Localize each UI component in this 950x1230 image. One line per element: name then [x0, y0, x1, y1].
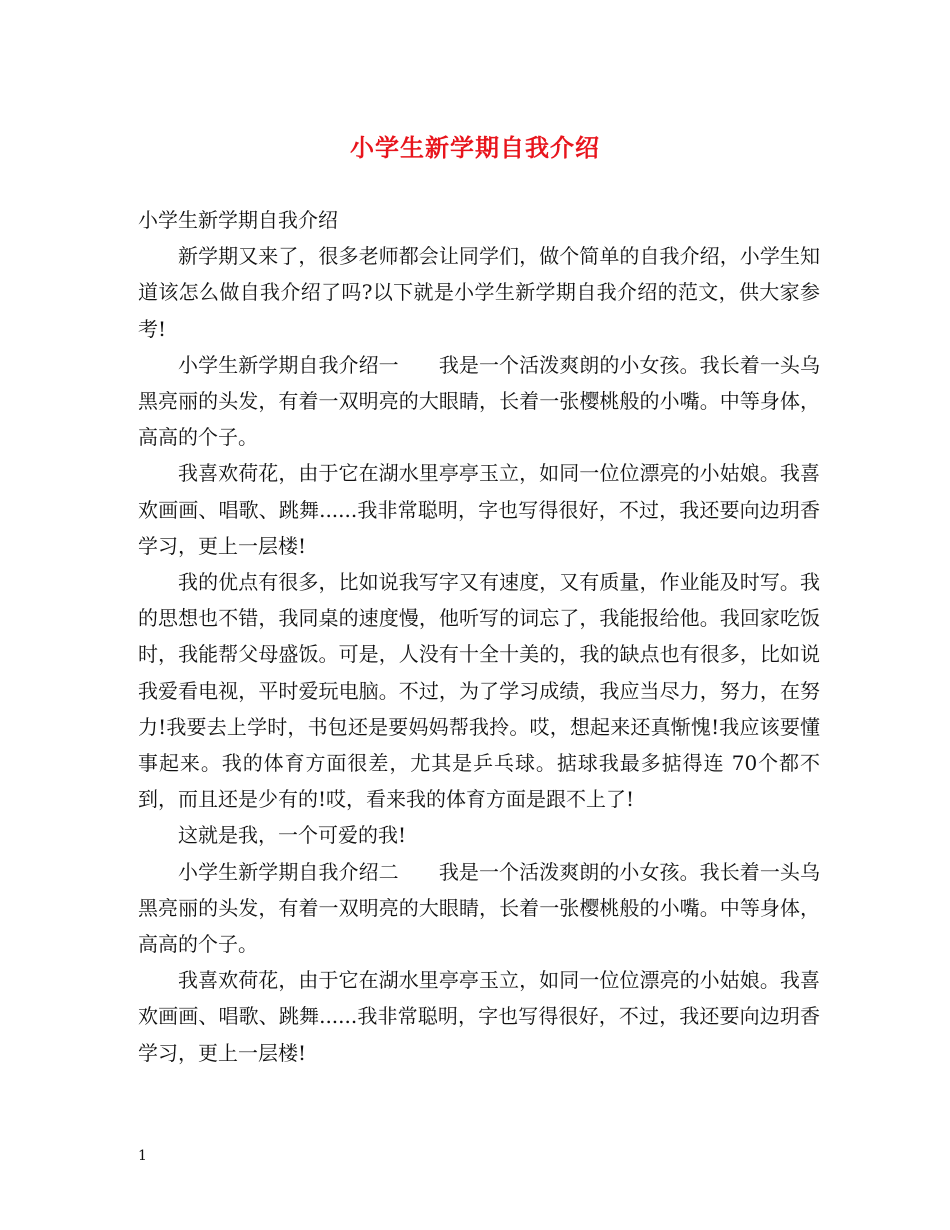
intro-paragraph: 新学期又来了，很多老师都会让同学们，做个简单的自我介绍，小学生知道该怎么做自我介绍了吗?以下就是小学生新学期自我介绍的范文，供大家参考! [138, 244, 820, 341]
page-number: 1 [138, 1148, 147, 1164]
strengths-weaknesses-paragraph: 我的优点有很多，比如说我写字又有速度，又有质量，作业能及时写。我的思想也不错，我同桌的速度慢，他听写的词忘了，我能报给他。我回家吃饭时，我能帮父母盛饭。可是，人没有十全十美的，我的缺点也有很多，比如说我爱看电视，平时爱玩电脑。不过，为了学习成绩，我应当尽力，努力，在努力!我要去上学时，书包还是要妈妈帮我拎。哎，想起来还真惭愧!我应该要懂事起来。我的体育方面很差，尤其是乒乓球。掂球我最多掂得连 70个都不到，而且还是少有的!哎，看来我的体育方面是跟不上了! [138, 570, 820, 812]
closing-paragraph: 这就是我，一个可爱的我! [178, 823, 407, 848]
document-body [138, 202, 820, 1071]
hobbies-paragraph-repeat: 我喜欢荷花，由于它在湖水里亭亭玉立，如同一位位漂亮的小姑娘。我喜欢画画、唱歌、跳舞......我非常聪明，字也写得很好，不过，我还要向边玥香学习，更上一层楼! [138, 968, 820, 1065]
document-title: 小学生新学期自我介绍 [350, 133, 600, 162]
example-one-paragraph: 小学生新学期自我介绍一 我是一个活泼爽朗的小女孩。我长着一头乌黑亮丽的头发，有着一双明亮的大眼睛，长着一张樱桃般的小嘴。中等身体，高高的个子。 [138, 352, 820, 450]
hobbies-paragraph: 我喜欢荷花，由于它在湖水里亭亭玉立，如同一位位漂亮的小姑娘。我喜欢画画、唱歌、跳舞......我非常聪明，字也写得很好，不过，我还要向边玥香学习，更上一层楼! [138, 461, 820, 558]
section-heading: 小学生新学期自我介绍 [138, 208, 338, 232]
example-two-paragraph: 小学生新学期自我介绍二 我是一个活泼爽朗的小女孩。我长着一头乌黑亮丽的头发，有着一双明亮的大眼睛，长着一张樱桃般的小嘴。中等身体，高高的个子。 [138, 859, 820, 957]
